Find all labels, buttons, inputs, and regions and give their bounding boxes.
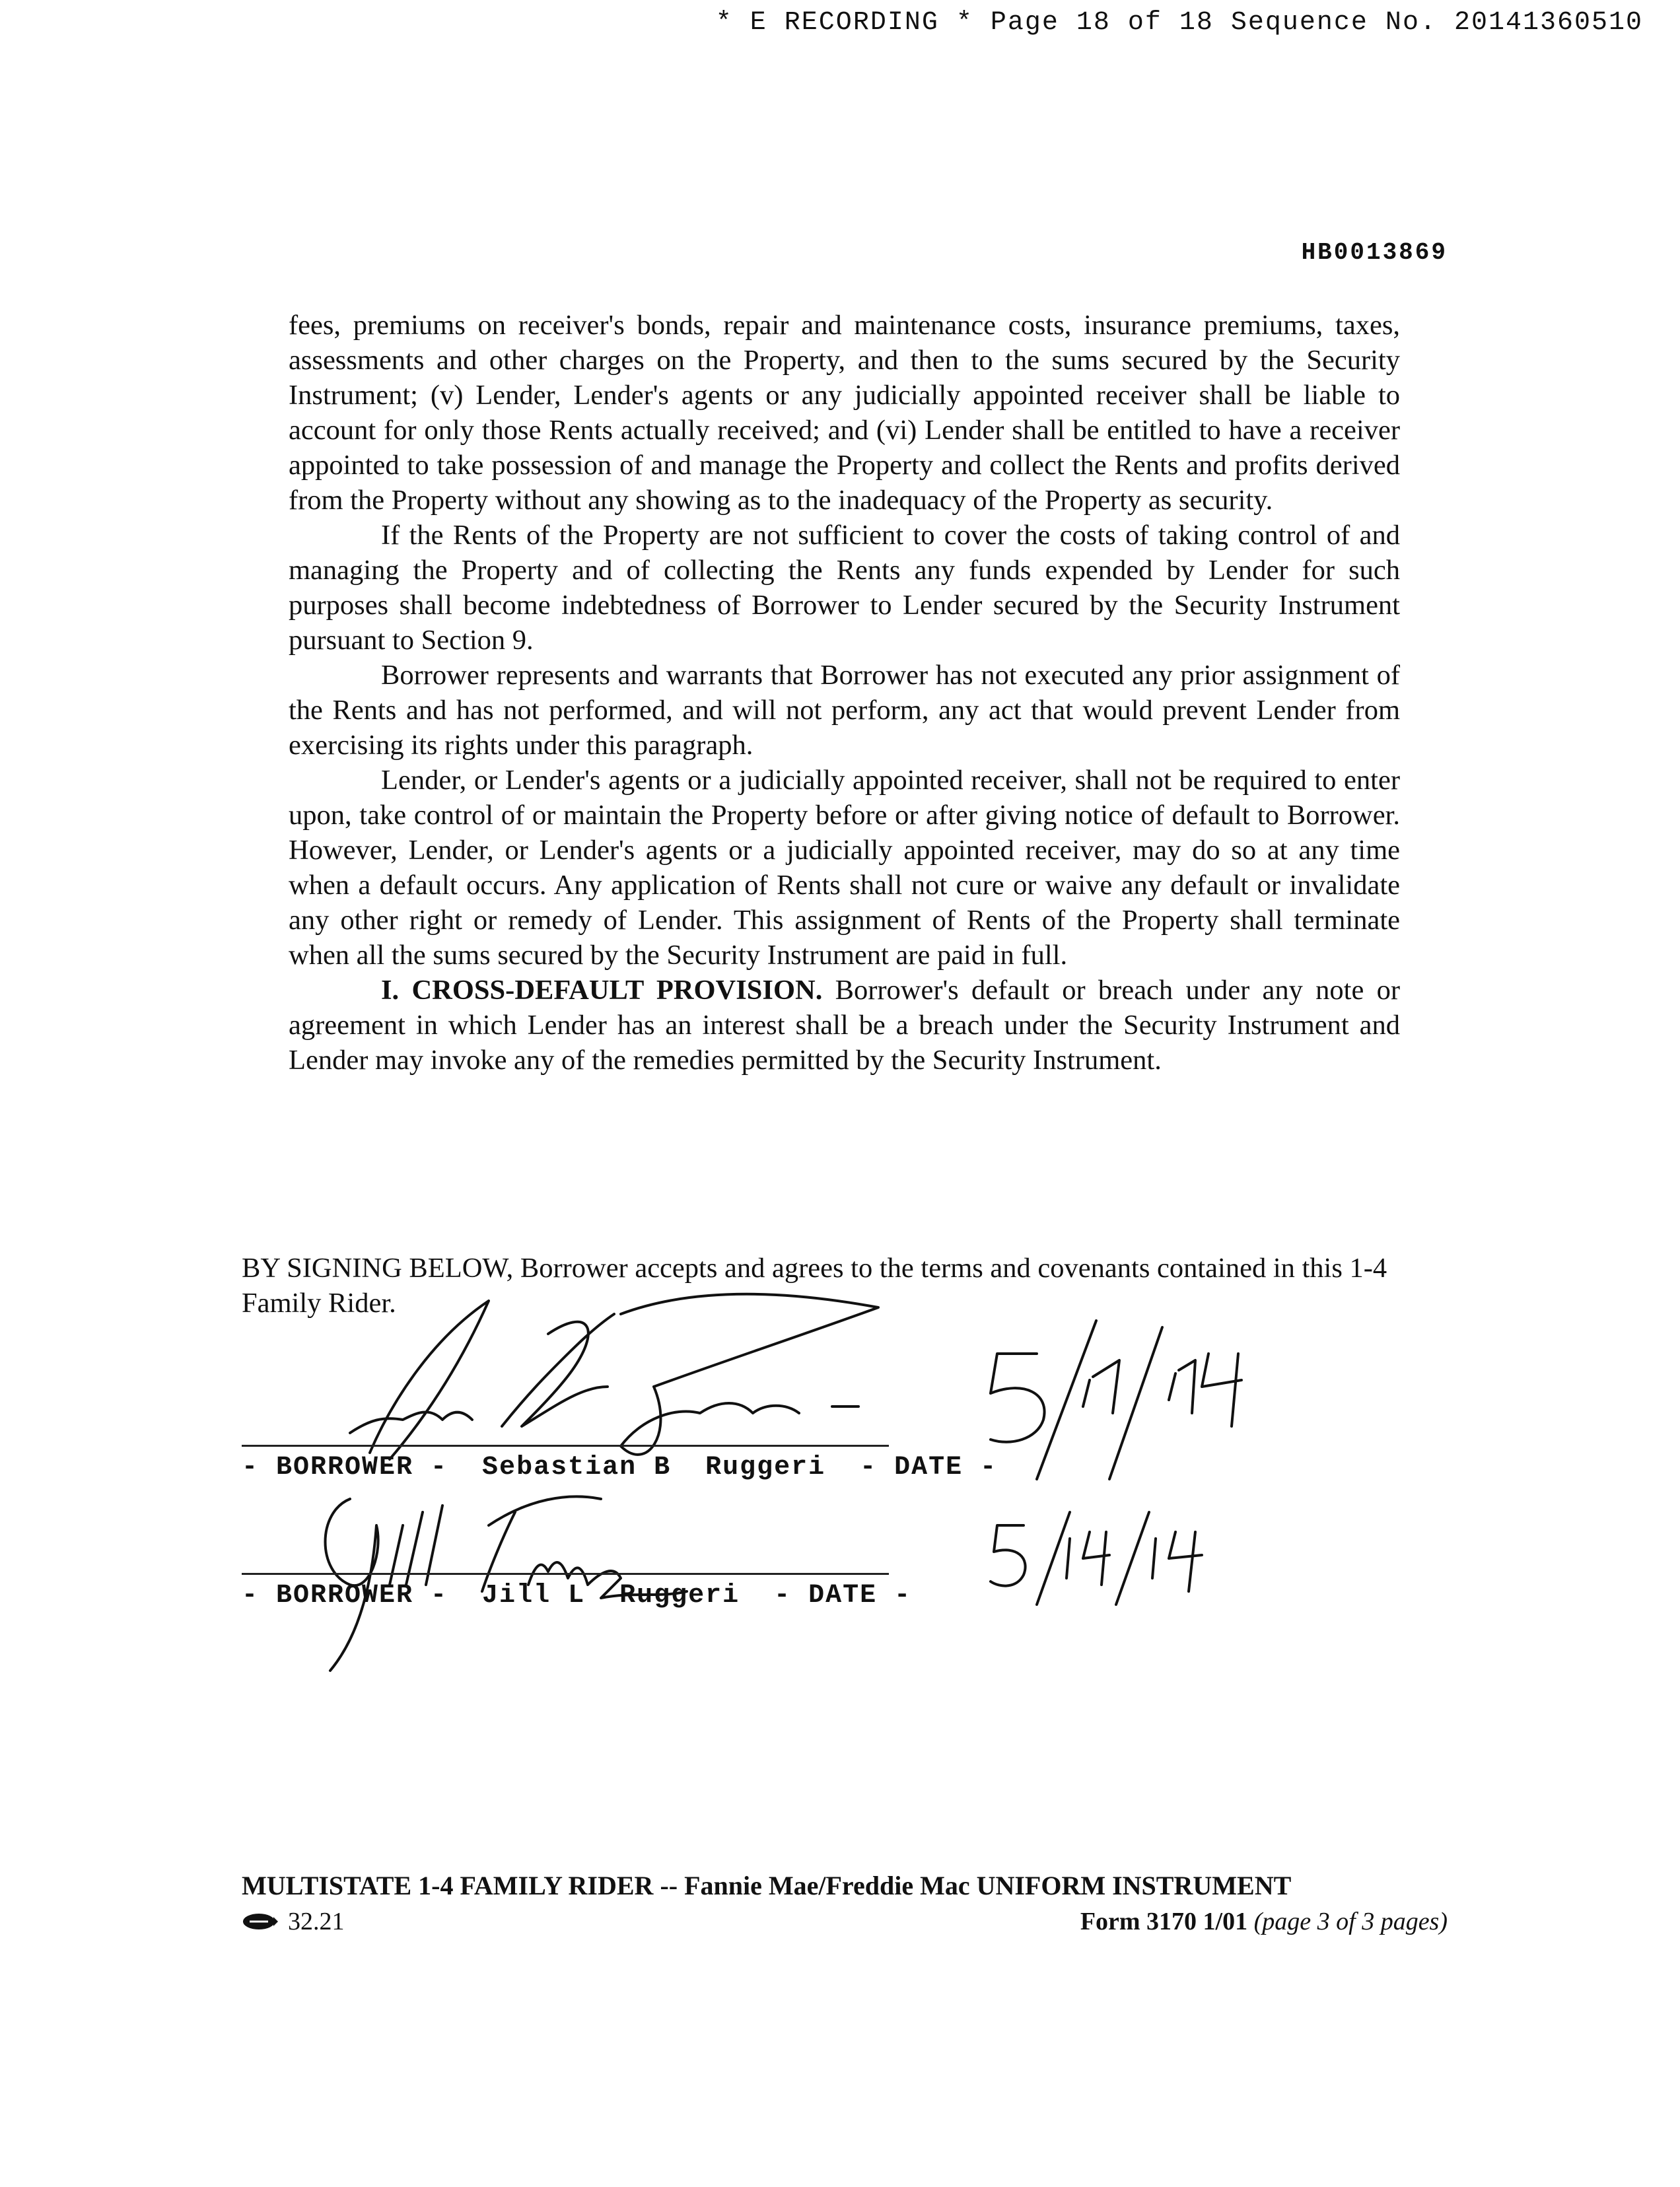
handwritten-date-1: [977, 1314, 1255, 1486]
form-code-number: 32.21: [288, 1908, 345, 1935]
paragraph-lender-entry: Lender, or Lender's agents or a judicially appointed receiver, shall not be required to enter upon, take control of or maintain the Property before or after giving notice of default to Borrower. However, Lender, or Lender's agents or a judicially appointed receiver, may do so at any time when a default occurs. Any application of Rents shall not cure or waive any default or invalidate any other right or remedy of Lender. This assignment of Rents of the Property shall terminate when all the sums secured by the Security Instrument are paid in full.: [289, 765, 1400, 971]
signature-caption-2: - BORROWER - Jill L Ruggeri - DATE -: [242, 1581, 912, 1611]
form-title: MULTISTATE 1-4 FAMILY RIDER -- Fannie Mae/Freddie Mac UNIFORM INSTRUMENT: [242, 1871, 1292, 1900]
cross-default-heading: I. CROSS-DEFAULT PROVISION.: [381, 975, 823, 1006]
paragraph-insufficient-rents: If the Rents of the Property are not sufficient to cover the costs of taking control of and managing the Property and of collecting the Rents any funds expended by Lender for such purposes shall become indebtedness of Borrower to Lender secured by the Security Instrument pursuant to Section 9.: [289, 520, 1400, 656]
signing-statement: BY SIGNING BELOW, Borrower accepts and agrees to the terms and covenants contained in this 1-4 Family Rider.: [242, 1253, 1387, 1319]
signature-caption-1: - BORROWER - Sebastian B Ruggeri - DATE -: [242, 1453, 998, 1482]
form-identifier: [1080, 1907, 1448, 1936]
cross-default-text: Borrower's default or breach under any note or agreement in which Lender has an interest shall be a breach under the Security Instrument and Lender may invoke any of the remedies permitted by the Security Instrument.: [289, 975, 1400, 1076]
recording-header: * E RECORDING * Page 18 of 18 Sequence No. 20141360510: [715, 8, 1643, 38]
loan-number: HB0013869: [1301, 239, 1448, 266]
vmp-logo-icon: [242, 1912, 279, 1931]
signature-line-2: [242, 1573, 889, 1575]
signature-sebastian: [330, 1288, 925, 1479]
paragraph-receiver-fees: fees, premiums on receiver's bonds, repair and maintenance costs, insurance premiums, taxes, assessments and other charges on the Property, and then to the sums secured by the Security Instrument; (v) Lender, Lender's agents or any judicially appointed receiver shall be liable to account for only those Rents actually received; and (vi) Lender shall be entitled to have a receiver appointed to take possession of and manage the Property and collect the Rents and profits derived from the Property without any showing as to the inadequacy of the Property as security.: [289, 310, 1400, 516]
page-count: (page 3 of 3 pages): [1253, 1908, 1448, 1935]
paragraph-borrower-warranty: Borrower represents and warrants that Borrower has not executed any prior assignment of the Rents and has not performed, and will not perform, any act that would prevent Lender from exercising its rights under this paragraph.: [289, 660, 1400, 761]
rider-body: [289, 308, 1400, 1078]
paragraph-cross-default: [289, 973, 1400, 1078]
form-number: Form 3170 1/01: [1080, 1908, 1248, 1935]
signature-line-1: [242, 1445, 889, 1447]
form-code: [242, 1907, 345, 1936]
handwritten-date-2: [984, 1506, 1235, 1611]
